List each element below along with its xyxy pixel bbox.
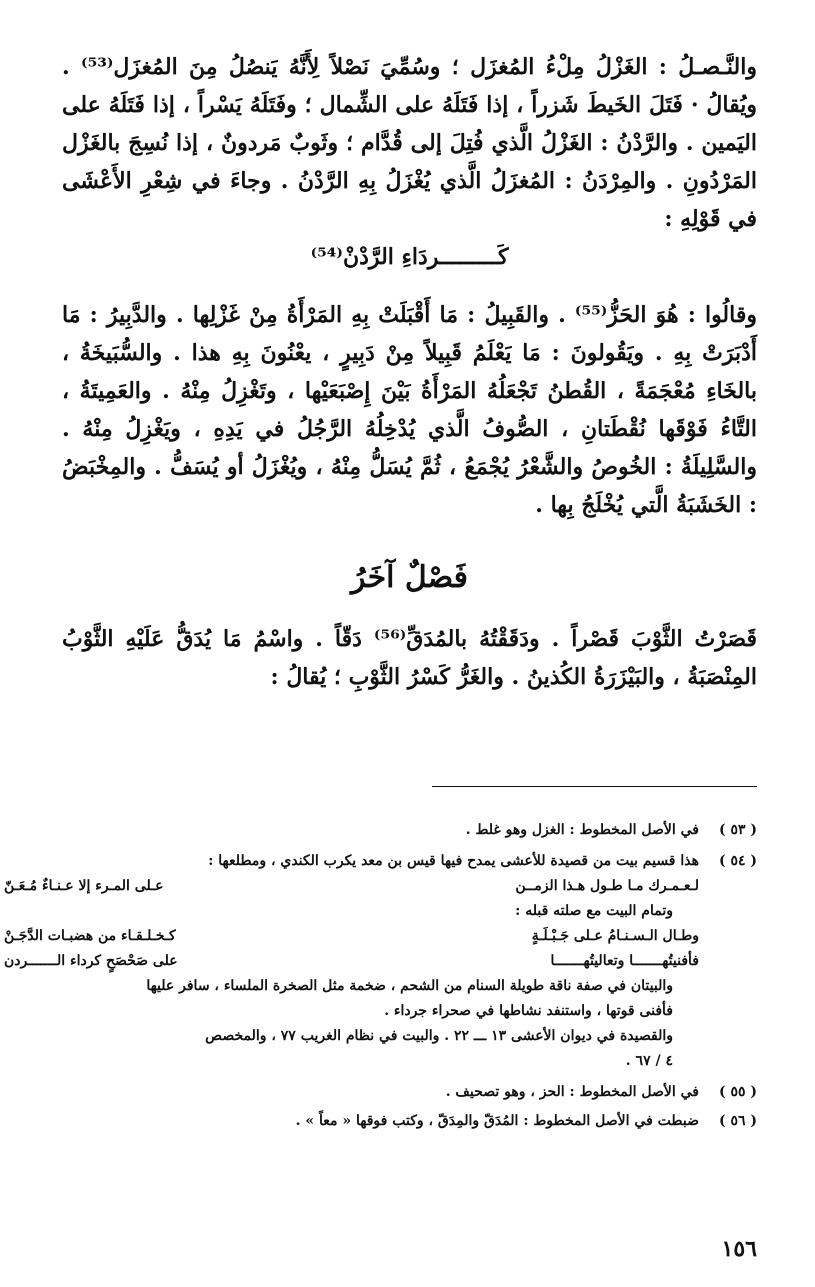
footnote-54 [4,849,757,1074]
main-text [62,48,757,696]
paragraph-1 [62,48,757,238]
poem-verse [4,949,699,974]
footnote-55 [62,1080,757,1105]
verse-hemistich: فأفنيتُهـــــــا وتعاليتُهـــــــا [550,953,699,969]
text-line: هذا . والسُّبَيخَةُ ، بالخَاءِ مُعْجَمَةً ، القُطنُ تَجْعَلُهُ المَرْأَةُ بَيْنَ إِصْبَعَيْها ، [62,340,757,404]
poem-verse [4,874,699,899]
footnote-number: ( ٥٥ ) [718,1084,757,1100]
text-line: الرَّجُلُ في يَدِهِ ، ويَغْزِلُ مِنْهُ . والسَّلِيلَةُ : الخُوصُ والشَّعْرُ يُجْمَعُ ، ثُمَّ [62,416,757,480]
verse-hemistich: على صَحْصَحٍ كرداء الـــــــردن [4,953,178,969]
text-line: والدَّبِيرُ : مَا أَدْبَرَتْ بِهِ . ويَقُولونَ : مَا يَعْلَمُ قَبِيلاً مِنْ دَبِيرٍ ، يعْنُونَ بِهِ [62,302,757,366]
footnote-number: ( ٥٦ ) [718,1113,757,1129]
footnote-text: في الأصل المخطوط : الحز ، وهو تصحيف . [445,1084,699,1100]
text-line: يُسَلُّ مِنْهُ ، ويُغْزَلُ أو يُسَفُّ . والمِخْبَضُ : الخَشَبَةُ الَّتي يُخْلَجُ بِها . [62,454,757,518]
footnote-separator [432,786,757,787]
section-heading: فَصْلٌ آخَرُ [351,560,468,595]
text-line: في شِعْرِ الأَعْشَى في قَوْلِهِ : [62,168,757,232]
text-line: قَصَرْتُ الثَّوْبَ قَصْراً . ودَقَقْتُهُ بالمُدَقِّ⁽⁵⁶⁾ دَقّاً . واسْمُ مَا يُدَقُّ [176,626,757,652]
footnote-text: ٤ / ٦٧ . [625,1053,673,1069]
footnote-text: فأفنى قوتها ، واستنفد نشاطها في صحراء جرداء . [384,1003,673,1019]
text-line: مَردونٌ ، إذا نُسِجَ بالغَزْل المَرْدُونِ . والمِرْدَنُ : المُغزَلُ الَّذي يُغْزَلُ بِهِ الرَّدْنُ . وجاءَ [62,130,757,194]
poem-verse [4,924,699,949]
verse-hemistich: كـخـلـقـاء من هضبـات الدَّجَـنْ [4,928,176,944]
footnote-text: والقصيدة في ديوان الأعشى ١٣ ـــ ٢٢ . والبيت في نظام الغريب ٧٧ ، والمخصص [205,1028,673,1044]
page-number: ١٥٦ [721,1236,757,1262]
text-line: المُغزَل⁽⁵³⁾ . ويُقالُ · فَتَلَ الخَيطَ شَزراً ، إذا فَتَلَهُ على الشِّمال ؛ وفَتَلَهُ [62,54,757,118]
text-line: وتَغْزِلُ مِنْهُ . والعَمِيتَةُ ، التَّاءُ فَوْقَها نُقْطَتانِ ، الصُّوفُ الَّذي يُدْخِلُهُ [62,378,757,442]
footnotes [4,818,757,1138]
verse-quote: كَـــــــــردَاءِ الرَّدْنْ⁽⁵⁴⁾ [310,244,509,270]
verse-hemistich: لـعـمـرك مـا طـول هـذا الزمــن [515,878,699,894]
text-line: وقالُوا : هُوَ الحَزُّ⁽⁵⁵⁾ . والقَبِيلُ : مَا أَقْبَلَتْ بِهِ المَرْأَةُ مِنْ غَزْلِها . [175,302,757,328]
verse-hemistich: عـلى المـرء إلا عـنـاءٌ مُـعَـنّ [4,878,164,894]
footnote-53 [62,818,757,843]
footnote-text: والبيتان في صفة ناقة طويلة السنام من الشحم ، ضخمة مثل الصخرة الملساء ، سافر عليها [146,978,673,994]
footnote-text: هذا قسيم بيت من قصيدة للأعشى يمدح فيها قيس بن معد يكرب الكندي ، ومطلعها : [208,853,699,869]
footnote-number: ( ٥٣ ) [718,822,757,838]
footnote-56 [62,1109,757,1134]
footnote-text: ضبطت في الأصل المخطوط : المُدَقّ والمِدَقّ ، وكتب فوقها « معاً » . [295,1113,699,1129]
paragraph-3 [62,620,757,696]
footnote-number: ( ٥٤ ) [718,853,757,869]
paragraph-2 [62,296,757,524]
text-line: عَلَيْهِ الثَّوْبُ المِنْصَبَةُ ، والبَيْزَرَةُ الكُذينُ . والغَرُّ كَسْرُ الثَّوْبِ ؛ يُقالُ : [62,626,757,690]
text-line: والنَّـصـلُ : الغَزْلُ مِلْءُ المُغزَل ؛ وسُمِّيَ نَصْلاً لِأَنَّهُ يَنصُلُ مِنَ [189,54,757,80]
footnote-text: وتمام البيت مع صلته قبله : [515,903,673,919]
text-line: يَسْراً ، إذا فَتَلَهُ على اليَمين . والرَّدْنُ : الغَزْلُ الَّذي فُتِلَ إلى قُدَّام ؛ وثَوبٌ [62,92,757,156]
verse-hemistich: وطـال الـسـنـامُ عـلى جَـبْـلَـةٍ [531,928,699,944]
footnote-text: في الأصل المخطوط : الغزل وهو غلط . [465,822,699,838]
